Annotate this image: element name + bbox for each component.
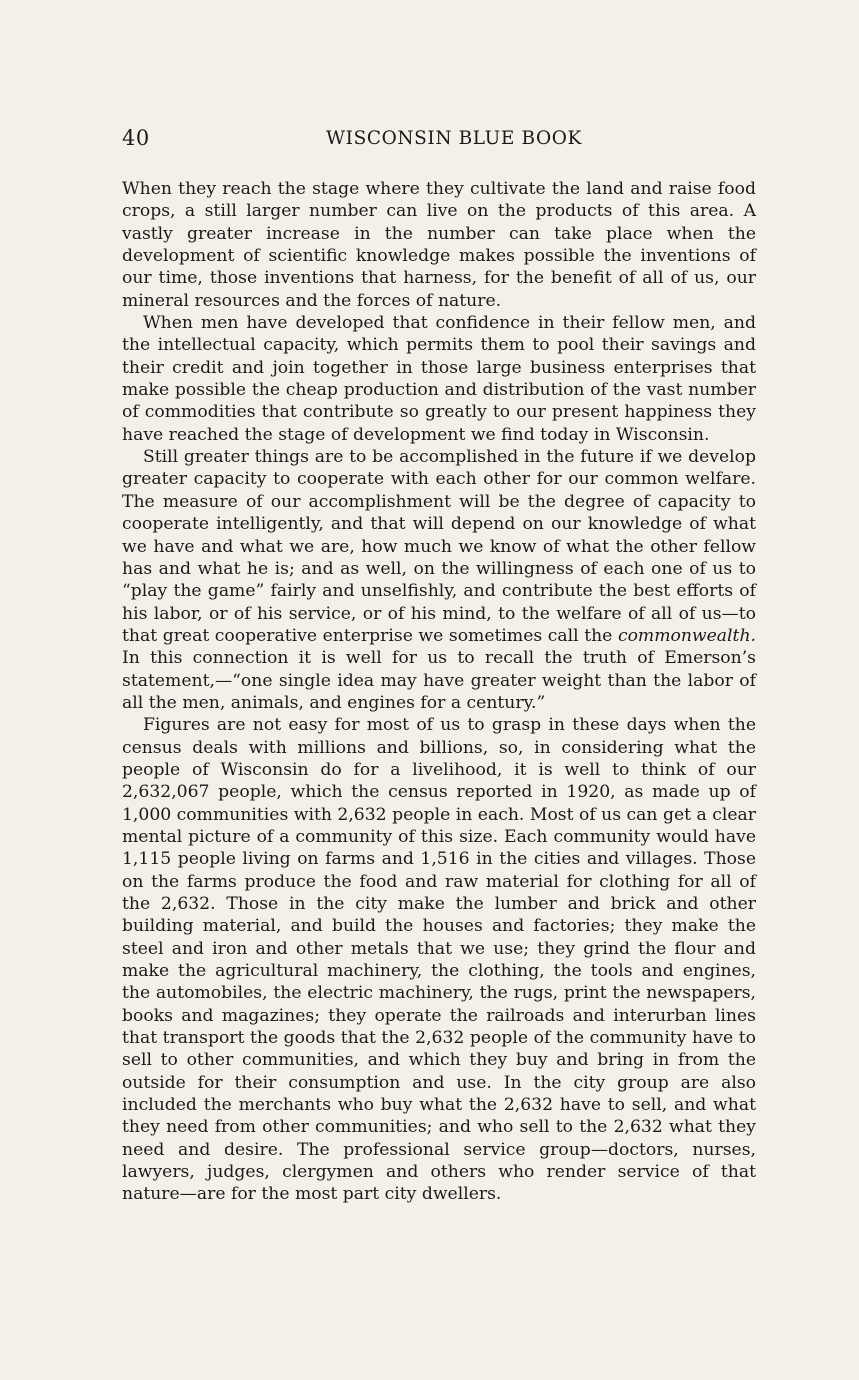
running-title: WISCONSIN BLUE BOOK — [326, 128, 582, 149]
page-header — [122, 126, 756, 158]
paragraph-1: When they reach the stage where they cultivate the land and raise food crops, a still larger number can live on the products of this area. A vastly greater increase in the number can take place when the development of scientific knowledge makes possible the inventions of our time, those inventions that harness, for the benefit of all of us, our mineral resources and the forces of nature. — [122, 179, 756, 311]
paragraph-3-text-before: Still greater things are to be accomplished in the future if we develop greater capacity to cooperate with each other for our common welfare. The measure of our accomplishment will be the degree of capacity to cooperate intelligently, and that will depend on our knowledge of what we have and what we are, how much we know of what the other fellow has and what he is; and as well, on the willingness of each one of us to “play the game” fairly and unselfishly, and contribute the best efforts of his labor, or of his service, or of his mind, to the welfare of all of us—to that great cooperative enterprise we sometimes call the — [122, 447, 756, 646]
paragraph-4: Figures are not easy for most of us to grasp in these days when the census deals with millions and billions, so, in considering what the people of Wisconsin do for a livelihood, it is well to think of our 2,632,067 people, which the census reported in 1920, as made up of 1,000 communities with 2,632 people in each. Most of us can get a clear mental picture of a community of this size. Each community would have 1,115 people living on farms and 1,516 in the cities and villages. Those on the farms produce the food and raw material for clothing for all of the 2,632. Those in the city make the lumber and brick and other building material, and build the houses and factories; they make the steel and iron and other metals that we use; they grind the flour and make the agricultural machinery, the clothing, the tools and engines, the automobiles, the electric machinery, the rugs, print the newspapers, books and magazines; they operate the railroads and interurban lines that transport the goods that the 2,632 people of the community have to sell to other communities, and which they buy and bring in from the outside for their consumption and use. In the city group are also included the merchants who buy what the 2,632 have to sell, and what they need from other communities; and who sell to the 2,632 what they need and desire. The professional service group—doctors, nurses, lawyers, judges, clergymen and others who render service of that nature—are for the most part city dwellers. — [122, 715, 756, 1205]
paragraph-3 — [122, 446, 756, 714]
emphasis-commonwealth: commonwealth. — [617, 625, 756, 646]
page-number: 40 — [122, 126, 150, 150]
paragraph-2: When men have developed that confidence in their fellow men, and the intellectual capacity, which permits them to pool their savings and their credit and join together in those large business enterprises that make possible the cheap production and distribution of the vast number of commodities that contribute so greatly to our present happiness they have reached the stage of development we find today in Wisconsin. — [122, 313, 756, 445]
paragraph-3-text-after: In this connection it is well for us to recall the truth of Emerson’s statement,—“one single idea may have greater weight than the labor of all the men, animals, and engines for a century.” — [122, 648, 756, 713]
body-text — [122, 178, 756, 1206]
